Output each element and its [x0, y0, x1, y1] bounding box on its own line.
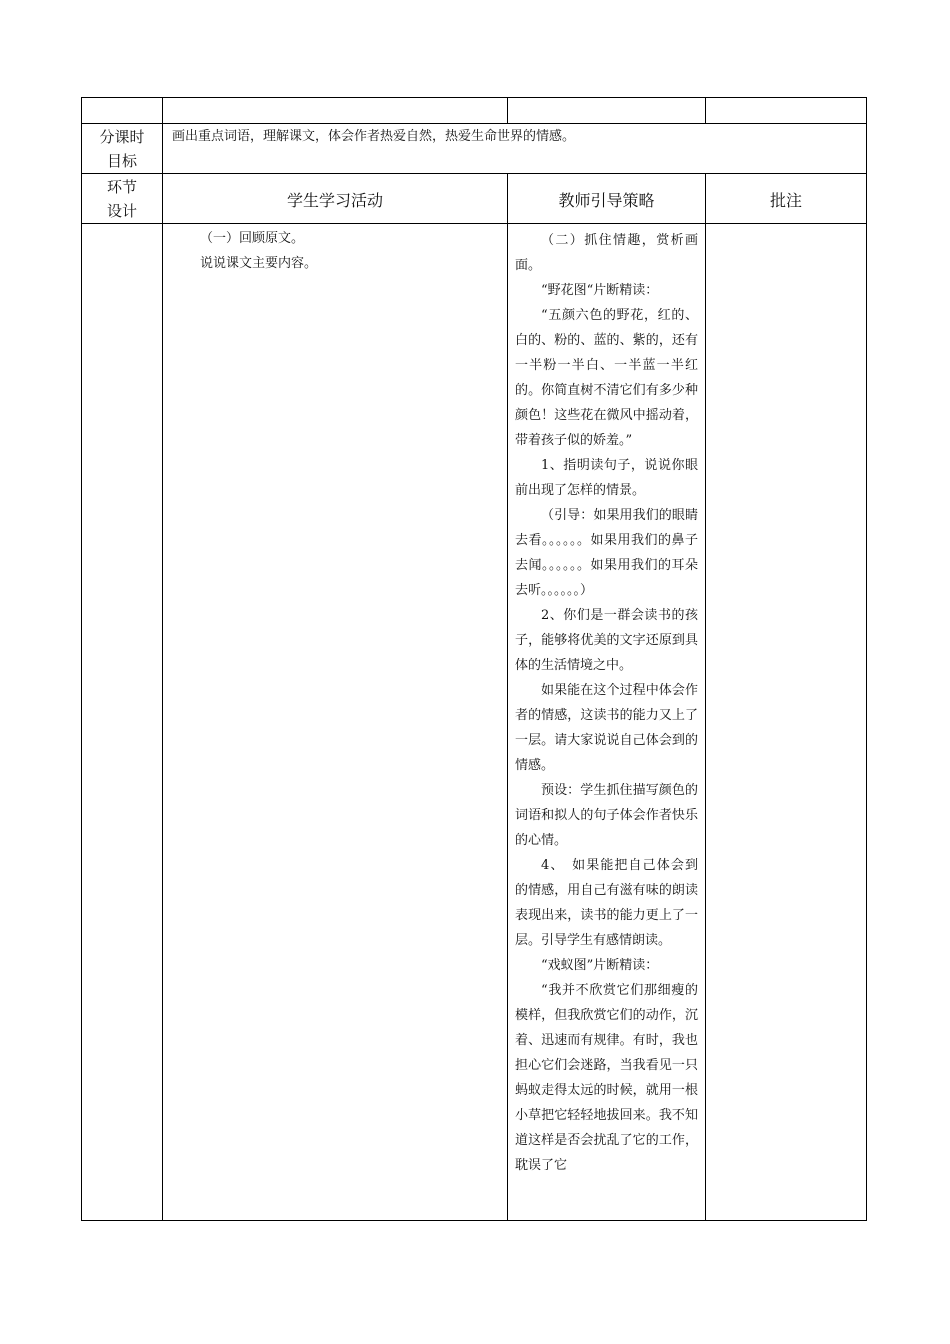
- table-border-bottom: [81, 1220, 867, 1221]
- teacher-paragraph: （引导：如果用我们的眼睛去看。。。。。。如果用我们的鼻子去闻。。。。。。如果用我们的耳朵去听。。。。。。）: [515, 508, 698, 598]
- student-activity-line: 说说课文主要内容。: [200, 256, 318, 271]
- student-activity-line: （一）回顾原文。: [200, 231, 305, 246]
- section-label: [82, 175, 162, 223]
- teacher-paragraph: 预设：学生抓住描写颜色的词语和拟人的句子体会作者快乐的心情。: [515, 783, 698, 848]
- table-col-divider: [507, 173, 508, 1221]
- table-col-divider: [162, 97, 163, 1221]
- teacher-paragraph: 4、 如果能把自己体会到的情感，用自己有滋有味的朗读表现出来，读书的能力更上了一层。引导学生有感情朗读。: [515, 858, 698, 948]
- teacher-paragraph: “野花图“片断精读：: [541, 283, 659, 298]
- header-teacher-strategies: 教师引导策略: [558, 191, 655, 210]
- teacher-paragraph: “戏蚁图”片断精读：: [541, 958, 659, 973]
- teacher-paragraph: “我并不欣赏它们那细瘦的模样，但我欣赏它们的动作，沉着、迅速而有规律。有时，我也担心它们会迷路，当我看见一只蚂蚁走得太远的时候，就用一根小草把它轻轻地拔回来。我不知道这样是否会扰乱了它的工作，耽误了它: [515, 983, 698, 1173]
- teacher-paragraph: 1、指明读句子，说说你眼前出现了怎样的情景。: [515, 458, 698, 498]
- table-border-right: [866, 97, 867, 1221]
- table-col-divider: [705, 97, 706, 124]
- objective-text: 画出重点词语，理解课文，体会作者热爱自然，热爱生命世界的情感。: [172, 129, 576, 144]
- section-label-line: 设计: [106, 202, 137, 220]
- objective-label-line: 目标: [106, 152, 137, 170]
- header-notes: 批注: [769, 191, 802, 210]
- objective-label-line: 分课时: [99, 128, 145, 146]
- section-label-line: 环节: [106, 178, 137, 196]
- teacher-paragraph: 2、你们是一群会读书的孩子，能够将优美的文字还原到具体的生活情境之中。: [515, 608, 698, 673]
- table-col-divider: [507, 97, 508, 124]
- table-row-divider: [81, 223, 867, 224]
- table-col-divider: [705, 173, 706, 1221]
- teacher-paragraph: （二）抓住情趣，赏析画面。: [515, 233, 698, 273]
- objective-label: [82, 125, 162, 173]
- teacher-strategy-content: [515, 228, 698, 1178]
- table-border-top: [81, 97, 867, 98]
- teacher-paragraph: “五颜六色的野花，红的、白的、粉的、蓝的、紫的，还有一半粉一半白、一半蓝一半红的。你简直树不清它们有多少种颜色！这些花在微风中摇动着，带着孩子似的娇羞。”: [515, 308, 698, 448]
- table-row-divider: [81, 173, 867, 174]
- header-student-activities: 学生学习活动: [286, 191, 383, 210]
- teacher-paragraph: 如果能在这个过程中体会作者的情感，这读书的能力又上了一层。请大家说说自己体会到的情感。: [515, 683, 698, 773]
- table-border-left: [81, 97, 82, 1221]
